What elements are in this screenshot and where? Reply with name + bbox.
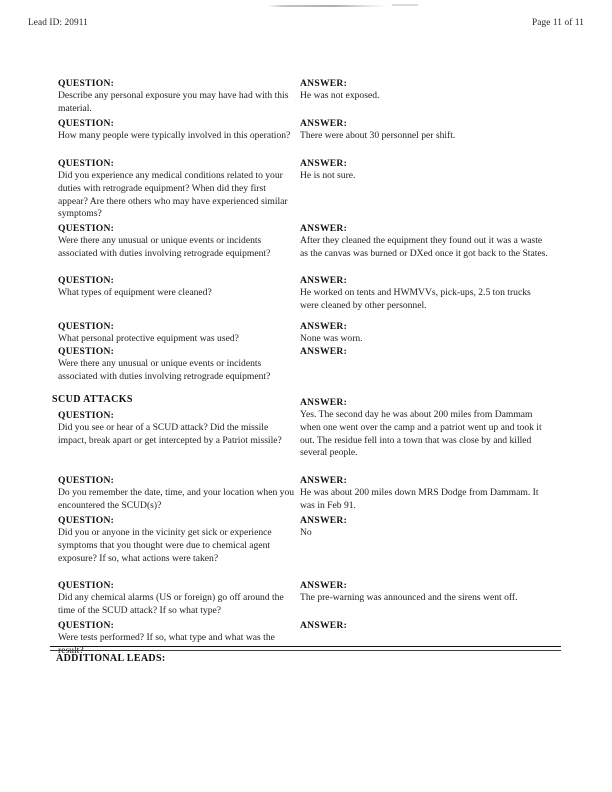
question-block [58,321,296,346]
additional-leads-divider-shadow [50,650,561,651]
question-label: QUESTION: [58,275,115,286]
answer-label: ANSWER: [300,275,348,286]
question-block [58,118,296,143]
answer-block [300,78,550,103]
answer-block [300,158,550,183]
answer-text: He is not sure. [300,170,356,182]
question-text: What types of equipment were cleaned? [58,287,212,299]
section-heading-scud-attacks: SCUD ATTACKS [52,394,133,405]
answer-text: No [300,527,312,539]
answer-label: ANSWER: [300,580,348,591]
answer-block [300,515,550,540]
question-label: QUESTION: [58,78,115,89]
question-label: QUESTION: [58,475,115,486]
question-text: Were tests performed? If so, what type and what was the result? [58,632,275,656]
qa-body [0,78,612,656]
question-label: QUESTION: [58,410,115,421]
question-block [58,580,296,618]
answer-label: ANSWER: [300,78,348,89]
question-text: Do you remember the date, time, and your location when you encountered the SCUD(s)? [58,487,295,511]
question-block [58,275,296,300]
question-text: Were there any unusual or unique events or incidents associated with duties involving retrograde equipment? [58,358,271,382]
answer-label: ANSWER: [300,397,348,408]
question-text: Did you or anyone in the vicinity get sick or experience symptoms that you thought were due to chemical agent exposure? If so, what actions were taken? [58,527,272,564]
question-label: QUESTION: [58,515,115,526]
answer-block [300,223,550,261]
question-text: Did any chemical alarms (US or foreign) go off around the time of the SCUD attack? If so what type? [58,592,284,616]
answer-text: The pre-warning was announced and the sirens went off. [300,592,518,604]
answer-label: ANSWER: [300,515,348,526]
answer-block [300,397,550,460]
answer-text: He was about 200 miles down MRS Dodge from Dammam. It was in Feb 91. [300,487,539,511]
lead-id-label: Lead ID: 20911 [28,18,88,28]
question-block [58,346,296,384]
question-label: QUESTION: [58,580,115,591]
question-block [58,475,296,513]
answer-text: None was worn. [300,333,363,345]
question-block [58,78,296,116]
answer-label: ANSWER: [300,118,348,129]
question-label: QUESTION: [58,346,115,357]
scan-artifact [268,5,388,7]
question-text: How many people were typically involved in this operation? [58,130,291,142]
question-block [58,515,296,565]
answer-text: He was not exposed. [300,90,380,102]
question-label: QUESTION: [58,620,115,631]
question-block [58,410,296,448]
question-text: Were there any unusual or unique events or incidents associated with duties involving retrograde equipment? [58,235,271,259]
question-label: QUESTION: [58,118,115,129]
answer-block [300,620,550,632]
answer-label: ANSWER: [300,158,348,169]
answer-label: ANSWER: [300,223,348,234]
page-header [28,18,584,32]
question-label: QUESTION: [58,158,115,169]
question-block [58,620,296,658]
question-text: Describe any personal exposure you may have had with this material. [58,90,289,114]
answer-label: ANSWER: [300,346,348,357]
answer-text: Yes. The second day he was about 200 miles from Dammam when one went over the camp and a patriot went up and took it out. The residue fell into a town that was close by and killed several people. [300,409,542,459]
answer-label: ANSWER: [300,321,348,332]
answer-label: ANSWER: [300,620,348,631]
answer-block [300,475,550,513]
answer-text: He worked on tents and HWMVVs, pick-ups, 2.5 ton trucks were cleaned by other personnel. [300,287,531,311]
answer-block [300,118,550,143]
additional-leads-divider [50,646,561,647]
question-text: What personal protective equipment was used? [58,333,239,345]
answer-block [300,580,550,605]
answer-label: ANSWER: [300,475,348,486]
scan-artifact-secondary [392,4,418,6]
question-text: Did you experience any medical conditions related to your duties with retrograde equipment? When did they first appear? Are there others who may have experienced similar symptoms? [58,170,288,220]
question-label: QUESTION: [58,321,115,332]
answer-text: There were about 30 personnel per shift. [300,130,456,142]
question-block [58,158,296,221]
answer-block [300,346,550,358]
answer-block [300,321,550,346]
answer-block [300,275,550,313]
question-block [58,223,296,261]
page-number-label: Page 11 of 11 [532,18,584,28]
question-text: Did you see or hear of a SCUD attack? Did the missile impact, break apart or get intercepted by a Patriot missile? [58,422,282,446]
question-label: QUESTION: [58,223,115,234]
answer-text: After they cleaned the equipment they found out it was a waste as the canvas was burned or DXed once it got back to the States. [300,235,548,259]
additional-leads-label: ADDITIONAL LEADS: [56,653,166,664]
